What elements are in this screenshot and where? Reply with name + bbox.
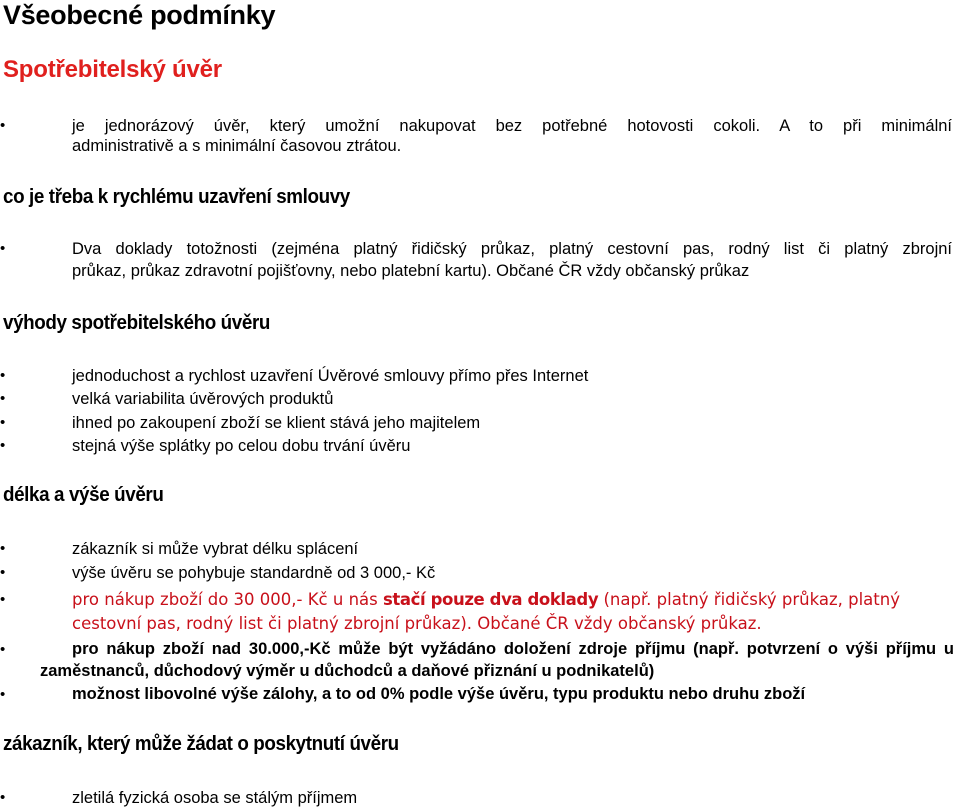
length-item: zákazník si může vybrat délku splácení	[72, 540, 359, 558]
length-item-red	[72, 588, 900, 612]
section-heading-contract: co je třeba k rychlému uzavření smlouvy	[3, 186, 350, 208]
bullet-marker: •	[0, 789, 6, 806]
benefit-item: ihned po zakoupení zboží se klient stává jeho majitelem	[72, 414, 481, 432]
bullet-marker: •	[0, 686, 6, 703]
benefit-item: velká variabilita úvěrových produktů	[72, 390, 334, 408]
bullet-marker: •	[0, 564, 6, 581]
bullet-marker: •	[0, 591, 6, 608]
bullet-marker: •	[0, 240, 6, 257]
bullet-marker: •	[0, 437, 6, 454]
bullet-marker: •	[0, 641, 6, 658]
section-heading-customer: zákazník, který může žádat o poskytnutí úvěru	[3, 733, 399, 755]
length-item-deposit: možnost libovolné výše zálohy, a to od 0% podle výše úvěru, typu produktu nebo druhu zboží	[72, 685, 806, 703]
bullet-marker: •	[0, 367, 6, 384]
bullet-marker: •	[0, 414, 6, 431]
contract-line-2: průkaz, průkaz zdravotní pojišťovny, nebo platební kartu). Občané ČR vždy občanský průkaz	[72, 262, 750, 280]
product-title: Spotřebitelský úvěr	[3, 56, 222, 83]
intro-line-1: je jednorázový úvěr, který umožní nakupovat bez potřebné hotovosti cokoli. A to při minimální	[72, 117, 952, 135]
customer-item: zletilá fyzická osoba se stálým příjmem	[72, 789, 358, 807]
bullet-marker: •	[0, 540, 6, 557]
red-text-part-3: (např. platný řidičský průkaz, platný	[603, 590, 900, 609]
page-title: Všeobecné podmínky	[3, 0, 276, 30]
length-item-income-line-1: pro nákup zboží nad 30.000,-Kč může být vyžádáno doložení zdroje příjmu (např. potvrzení o výši příjmu u	[72, 640, 954, 658]
length-item: výše úvěru se pohybuje standardně od 3 000,- Kč	[72, 564, 436, 582]
contract-line-1: Dva doklady totožnosti (zejména platný řidičský průkaz, platný cestovní pas, rodný list či platný zbrojní	[72, 240, 952, 258]
red-text-emphasis: stačí pouze dva doklady	[383, 590, 599, 609]
length-item-income-line-2: zaměstnanců, důchodový výměr u důchodců a daňové přiznání u podnikatelů)	[40, 662, 655, 680]
intro-line-2: administrativě a s minimální časovou ztrátou.	[72, 137, 402, 155]
benefit-item: stejná výše splátky po celou dobu trvání úvěru	[72, 437, 411, 455]
section-heading-length: délka a výše úvěru	[3, 484, 164, 506]
bullet-marker: •	[0, 117, 6, 134]
section-heading-benefits: výhody spotřebitelského úvěru	[3, 312, 271, 334]
length-item-red-line-2: cestovní pas, rodný list či platný zbrojní průkaz). Občané ČR vždy občanský průkaz.	[72, 614, 762, 633]
bullet-marker: •	[0, 390, 6, 407]
red-text-part-1: pro nákup zboží do 30 000,- Kč u nás	[72, 590, 378, 609]
benefit-item: jednoduchost a rychlost uzavření Úvěrové smlouvy přímo přes Internet	[72, 367, 589, 385]
